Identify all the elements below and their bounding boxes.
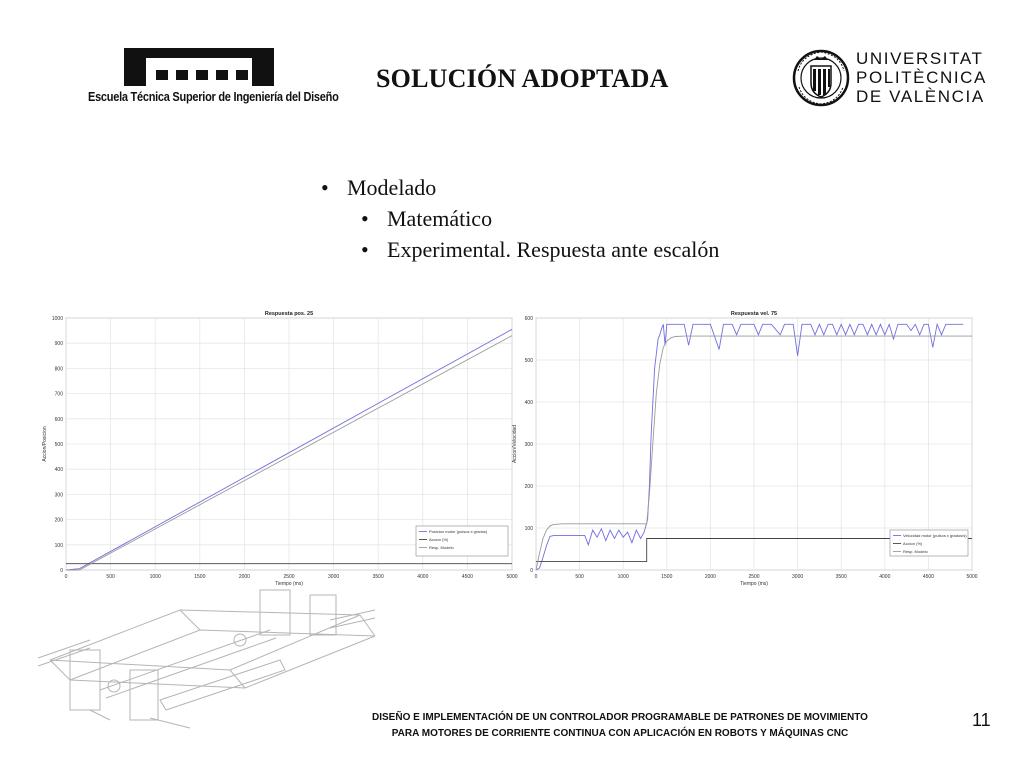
- legend-entry: Accion (%): [429, 537, 449, 542]
- university-name-line-2: POLITÈCNICA: [856, 68, 987, 87]
- x-tick-label: 2000: [704, 574, 716, 580]
- x-tick-label: 4500: [922, 574, 934, 580]
- bullet-item-matematico: [321, 203, 719, 234]
- y-tick-label: 1000: [51, 316, 63, 322]
- footer-project-title: [340, 710, 900, 742]
- university-name: [856, 49, 986, 106]
- x-axis-label: Tiempo (ms): [275, 581, 303, 587]
- legend-entry: Resp. Modelo: [429, 545, 454, 550]
- y-tick-label: 200: [524, 484, 533, 490]
- x-tick-label: 1000: [617, 574, 629, 580]
- page-number: 11: [972, 710, 991, 730]
- y-tick-label: 500: [524, 358, 533, 364]
- x-tick-label: 5000: [506, 574, 518, 580]
- x-tick-label: 1000: [149, 574, 161, 580]
- bullet-marker: •: [321, 175, 329, 200]
- university-name-line-3: DE VALÈNCIA: [856, 87, 985, 106]
- footer-line-1: DISEÑO E IMPLEMENTACIÓN DE UN CONTROLADOR PROGRAMABLE DE PATRONES DE MOVIMIENTO: [372, 712, 868, 723]
- x-tick-label: 1500: [661, 574, 673, 580]
- school-logo-mark: [124, 48, 274, 86]
- x-tick-label: 3000: [328, 574, 340, 580]
- x-tick-label: 4500: [461, 574, 473, 580]
- y-tick-label: 0: [530, 568, 533, 574]
- bullet-text: Experimental. Respuesta ante escalón: [387, 237, 720, 262]
- x-axis-label: Tiempo (ms): [740, 581, 768, 587]
- y-tick-label: 600: [54, 416, 63, 423]
- y-tick-label: 300: [524, 442, 533, 448]
- x-tick-label: 2000: [238, 574, 250, 580]
- x-tick-label: 2500: [748, 574, 760, 580]
- y-tick-label: 800: [54, 366, 63, 373]
- bullet-text: Matemático: [387, 206, 493, 231]
- bullet-list: [321, 172, 719, 265]
- bullet-marker: •: [361, 206, 369, 231]
- y-tick-label: 100: [54, 542, 63, 549]
- x-tick-label: 500: [106, 574, 115, 580]
- bullet-text: Modelado: [347, 175, 437, 200]
- position-response-chart: [36, 306, 520, 591]
- y-tick-label: 700: [54, 391, 63, 398]
- x-tick-label: 0: [534, 574, 538, 580]
- legend-entry: Accion (%): [903, 541, 923, 546]
- x-tick-label: 0: [64, 574, 68, 580]
- x-tick-label: 1500: [194, 574, 206, 580]
- x-tick-label: 5000: [966, 574, 978, 580]
- school-logo-text: Escuela Técnica Superior de Ingeniería del Diseño: [88, 90, 339, 104]
- cnc-machine-sketch: [30, 570, 390, 730]
- bullet-item-modelado: [321, 172, 719, 203]
- y-tick-label: 400: [54, 467, 63, 474]
- legend-entry: Velocidad motor (pulsos x grados/s): [903, 533, 967, 538]
- university-seal-icon: [792, 47, 850, 109]
- chart-title: Respuesta vel. 75: [730, 311, 778, 317]
- y-tick-label: 400: [524, 400, 533, 406]
- chart-title: Respuesta pos. 25: [264, 311, 314, 317]
- y-tick-label: 900: [54, 341, 63, 348]
- university-name-line-1: UNIVERSITAT: [856, 49, 984, 68]
- y-tick-label: 300: [54, 492, 63, 499]
- x-tick-label: 500: [575, 574, 584, 580]
- slide-title: SOLUCIÓN ADOPTADA: [376, 64, 669, 93]
- y-tick-label: 500: [54, 442, 63, 448]
- school-logo: [88, 46, 339, 114]
- legend-entry: Posicion motor (pulsos x grados): [429, 529, 488, 534]
- x-tick-label: 3500: [372, 574, 384, 580]
- y-tick-label: 100: [524, 526, 533, 532]
- y-tick-label: 200: [54, 517, 63, 524]
- legend-entry: Resp. Modelo: [903, 549, 928, 554]
- x-tick-label: 2500: [283, 574, 295, 580]
- x-tick-label: 3000: [792, 574, 804, 580]
- y-axis-label: Accion/Velocidad: [512, 424, 518, 464]
- x-tick-label: 4000: [417, 574, 429, 580]
- bullet-marker: •: [361, 237, 369, 262]
- footer-line-2: PARA MOTORES DE CORRIENTE CONTINUA CON APLICACIÓN EN ROBOTS Y MÁQUINAS CNC: [391, 728, 849, 739]
- y-tick-label: 0: [60, 568, 63, 574]
- x-tick-label: 3500: [835, 574, 847, 580]
- y-axis-label: Accion/Posicion: [42, 426, 48, 462]
- bullet-item-experimental: [321, 234, 719, 265]
- velocity-response-chart: [508, 306, 988, 591]
- x-tick-label: 4000: [879, 574, 891, 580]
- y-tick-label: 600: [524, 316, 533, 322]
